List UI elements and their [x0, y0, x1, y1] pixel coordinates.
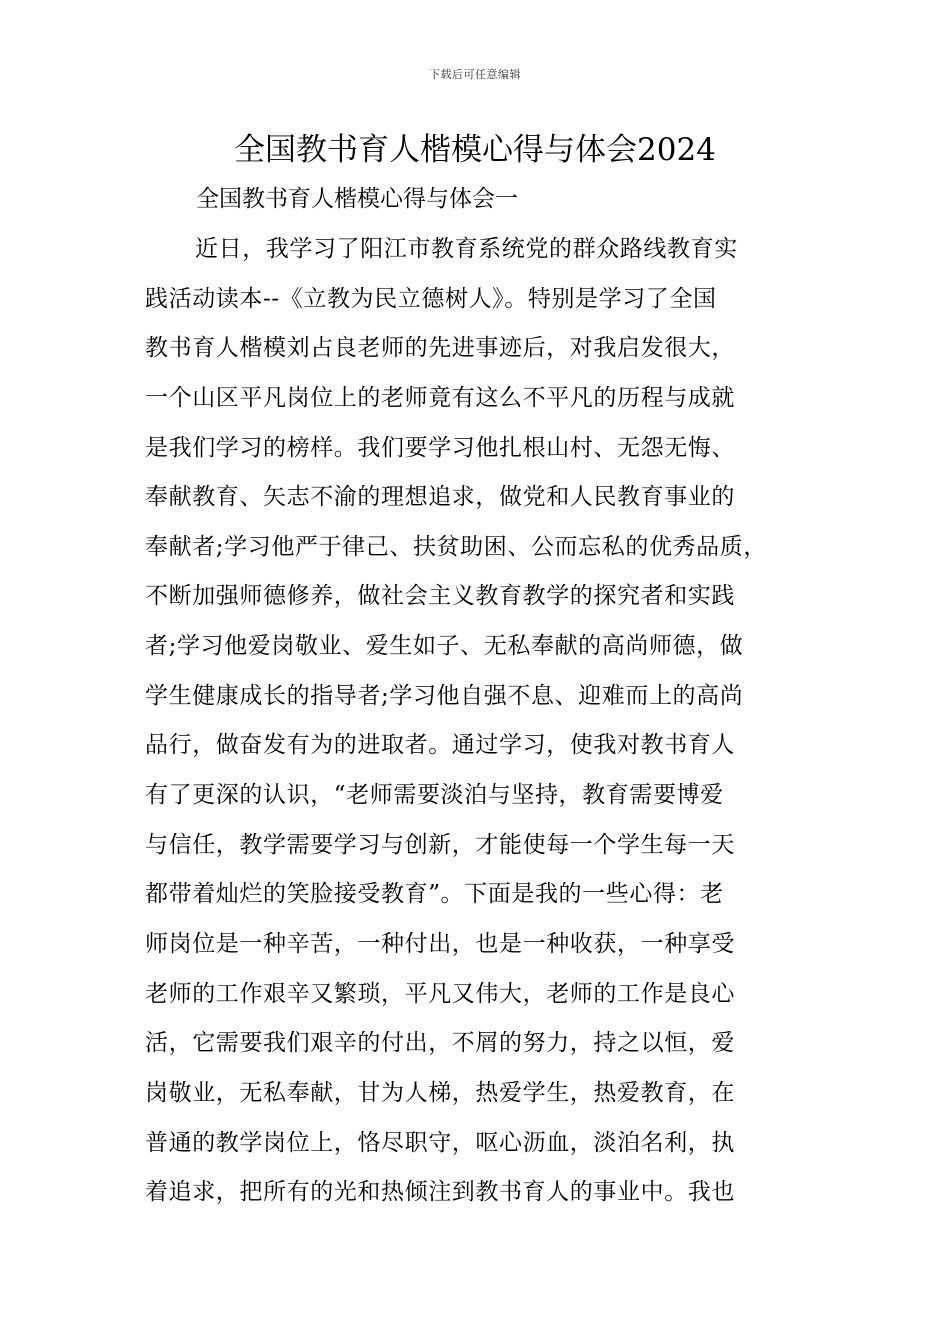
body-line: 奉献教育、矢志不渝的理想追求，做党和人民教育事业的 [145, 484, 735, 511]
body-line: 都带着灿烂的笑脸接受教育”。下面是我的一些心得：老 [145, 881, 724, 908]
body-line: 奉献者;学习他严于律己、扶贫助困、公而忘私的优秀品质， [145, 533, 767, 560]
body-line: 一个山区平凡岗位上的老师竟有这么不平凡的历程与成就 [145, 384, 735, 411]
body-line: 活，它需要我们艰辛的付出，不屑的努力，持之以恒，爱 [145, 1030, 735, 1057]
body-text [145, 233, 815, 1226]
body-line: 与信任，教学需要学习与创新，才能使每一个学生每一天 [145, 831, 735, 858]
body-line: 近日，我学习了阳江市教育系统党的群众路线教育实 [195, 236, 738, 262]
body-line: 有了更深的认识，“老师需要淡泊与坚持，教育需要博爱 [145, 782, 724, 809]
body-line: 践活动读本--《立教为民立德树人》。特别是学习了全国 [145, 285, 717, 312]
body-line: 学生健康成长的指导者;学习他自强不息、迎难而上的高尚 [145, 682, 744, 709]
body-line: 者;学习他爱岗敬业、爱生如子、无私奉献的高尚师德，做 [145, 633, 744, 660]
body-line: 品行，做奋发有为的进取者。通过学习，使我对教书育人 [145, 732, 735, 759]
body-line: 岗敬业，无私奉献，甘为人梯，热爱学生，热爱教育，在 [145, 1079, 735, 1106]
body-line: 教书育人楷模刘占良老师的先进事迹后，对我启发很大， [145, 335, 735, 362]
document-title: 全国教书育人楷模心得与体会2024 [234, 132, 716, 168]
body-line: 普通的教学岗位上，恪尽职守，呕心沥血，淡泊名利，执 [145, 1129, 735, 1156]
body-line: 着追求，把所有的光和热倾注到教书育人的事业中。我也 [145, 1179, 735, 1206]
body-line: 师岗位是一种辛苦，一种付出，也是一种收获，一种享受 [145, 930, 735, 957]
download-note: 下载后可任意编辑 [429, 68, 521, 81]
body-line: 老师的工作艰辛又繁琐，平凡又伟大，老师的工作是良心 [145, 980, 735, 1007]
body-line: 不断加强师德修养，做社会主义教育教学的探究者和实践 [145, 583, 735, 610]
body-line: 是我们学习的榜样。我们要学习他扎根山村、无怨无悔、 [145, 434, 735, 461]
section-subtitle: 全国教书育人楷模心得与体会一 [196, 186, 518, 212]
